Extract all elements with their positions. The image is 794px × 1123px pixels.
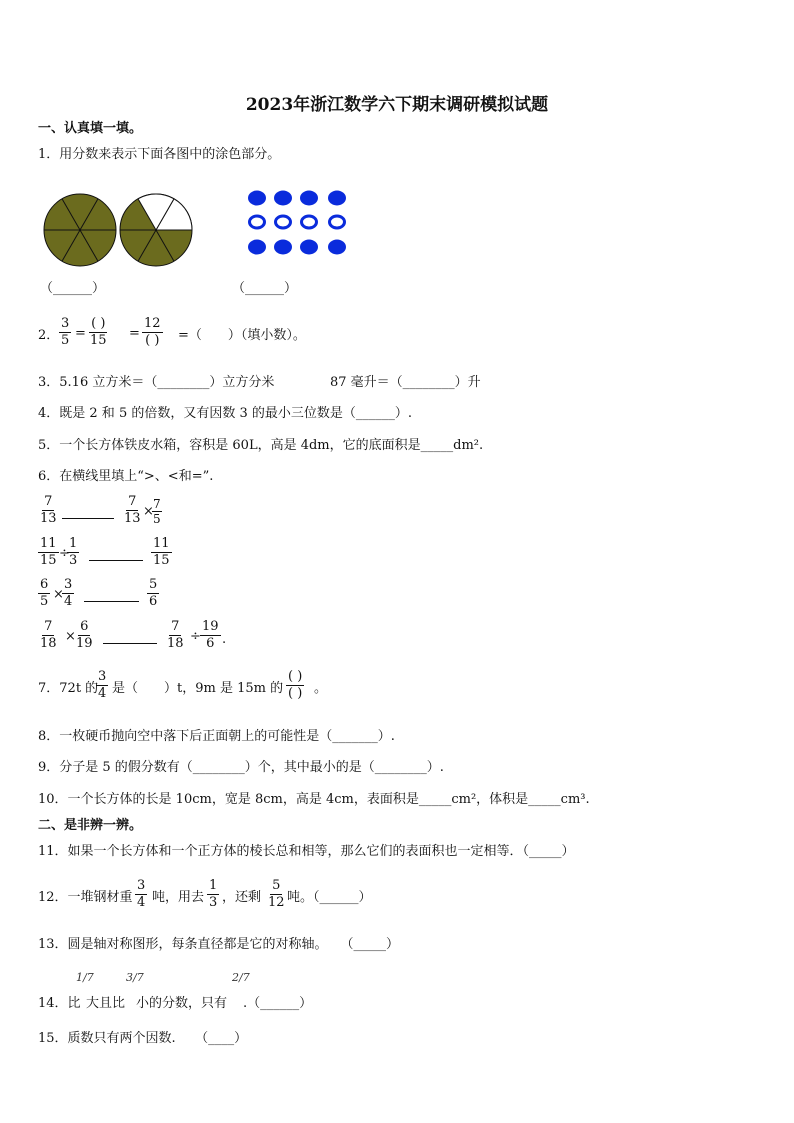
denominator: 4 xyxy=(64,594,73,609)
question-4: 4．既是 2 和 5 的倍数，又有因数 3 的最小三位数是（______）. xyxy=(38,406,413,421)
divide-sign: ÷ xyxy=(59,546,70,561)
question-3: 3．5.16 立方米＝（________）立方分米 xyxy=(38,375,275,390)
denominator: 18 xyxy=(40,636,57,651)
denominator: 3 xyxy=(69,553,78,568)
section-heading-1: 一、认真填一填。 xyxy=(38,121,143,136)
denominator: 4 xyxy=(98,686,107,701)
fraction-3-4 xyxy=(62,577,74,610)
question-14-part4: .（______） xyxy=(243,996,313,1011)
denominator: 15 xyxy=(153,553,170,568)
fraction-6-19 xyxy=(74,619,95,652)
times-sign: × xyxy=(53,587,64,602)
denominator: 13 xyxy=(40,511,57,526)
numerator: 3 xyxy=(137,878,146,893)
circle-figure-partial xyxy=(118,192,194,268)
question-11: 11．如果一个长方体和一个正方体的棱长总和相等，那么它们的表面积也一定相等．（_____） xyxy=(38,844,575,859)
fraction-blank-15 xyxy=(88,316,109,349)
times-sign: × xyxy=(143,504,154,519)
denominator: 15 xyxy=(40,553,57,568)
answer-blank-1a[interactable]: （______） xyxy=(40,281,106,296)
fraction-19-6 xyxy=(200,619,221,652)
denominator: 18 xyxy=(167,636,184,651)
numerator: 7 xyxy=(171,619,180,634)
fraction-1-3 xyxy=(207,878,219,911)
numerator: 3 xyxy=(61,316,70,331)
question-2-tail: =（ ）（填小数）。 xyxy=(178,328,306,343)
question-8: 8．一枚硬币抛向空中落下后正面朝上的可能性是（_______）. xyxy=(38,729,395,744)
fraction-7-18 xyxy=(38,619,59,652)
denominator: 6 xyxy=(206,636,215,651)
fraction-1-3 xyxy=(67,536,79,569)
numerator: 1 xyxy=(209,878,218,893)
fraction-7-18 xyxy=(165,619,186,652)
denominator: 15 xyxy=(90,333,107,348)
denominator: 12 xyxy=(268,895,285,910)
numerator: 3 xyxy=(64,577,73,592)
numerator: 7 xyxy=(44,494,53,509)
numerator: 3 xyxy=(98,669,107,684)
fraction-6-5 xyxy=(38,577,50,610)
compare-blank-4[interactable] xyxy=(103,643,157,644)
numerator: 1 xyxy=(69,536,78,551)
question-7-part3: 。 xyxy=(314,681,328,696)
circle-figure-full xyxy=(42,192,118,268)
question-7-part1: 7．72t 的 xyxy=(38,681,99,696)
fraction-5-6 xyxy=(147,577,159,610)
dot-figure xyxy=(245,188,355,258)
divide-sign: ÷ xyxy=(190,629,201,644)
numerator: 5 xyxy=(272,878,281,893)
fraction-11-15 xyxy=(38,536,59,569)
question-14-part1: 14．比 xyxy=(38,996,81,1011)
numerator: 7 xyxy=(153,497,161,511)
compare-blank-1[interactable] xyxy=(62,518,114,519)
question-14-part2: 大且比 xyxy=(86,996,126,1011)
fraction-11-15 xyxy=(151,536,172,569)
compare-blank-3[interactable] xyxy=(84,601,139,602)
equals-sign: = xyxy=(129,326,140,341)
section-heading-2: 二、是非辨一辨。 xyxy=(38,818,143,833)
denominator: 6 xyxy=(149,594,158,609)
question-2-number: 2． xyxy=(38,328,60,343)
numerator: 6 xyxy=(40,577,49,592)
numerator: 12 xyxy=(144,316,161,331)
numerator-blank[interactable]: ( ) xyxy=(288,669,303,684)
fraction-blank[interactable] xyxy=(286,669,304,702)
numerator-blank[interactable]: ( ) xyxy=(91,316,106,331)
numerator: 11 xyxy=(153,536,170,551)
fraction-3-4 xyxy=(96,669,108,702)
answer-blank-1b[interactable]: （______） xyxy=(232,281,298,296)
question-10: 10．一个长方体的长是 10cm，宽是 8cm，高是 4cm，表面积是_____cm²，体积是_____cm³. xyxy=(38,792,590,807)
fraction-7-13 xyxy=(122,494,143,527)
denominator: 5 xyxy=(61,333,70,348)
period: . xyxy=(222,632,227,647)
fraction-3-5 xyxy=(59,316,71,349)
question-5: 5．一个长方体铁皮水箱，容积是 60L，高是 4dm，它的底面积是_____dm². xyxy=(38,438,484,453)
numerator: 11 xyxy=(40,536,57,551)
page-title: 2023年浙江数学六下期末调研模拟试题 xyxy=(245,95,549,115)
numerator: 6 xyxy=(80,619,89,634)
question-13: 13．圆是轴对称图形，每条直径都是它的对称轴。 （_____） xyxy=(38,937,400,952)
question-12-part3: ，还剩 xyxy=(222,890,262,905)
fraction-3-4 xyxy=(135,878,147,911)
question-14-part3: 小的分数，只有 xyxy=(136,996,228,1011)
fraction-12-blank xyxy=(142,316,163,349)
numerator: 7 xyxy=(44,619,53,634)
fraction-5-12 xyxy=(266,878,287,911)
denominator: 13 xyxy=(124,511,141,526)
numerator: 19 xyxy=(202,619,219,634)
question-7-part2: 是（ ）t，9m 是 15m 的 xyxy=(112,681,284,696)
denominator: 19 xyxy=(76,636,93,651)
equals-sign: = xyxy=(75,326,86,341)
compare-blank-2[interactable] xyxy=(89,560,143,561)
question-12-part2: 吨，用去 xyxy=(152,890,205,905)
tilted-fraction-2-7: 2/7 xyxy=(232,971,250,984)
question-12-part1: 12．一堆钢材重 xyxy=(38,890,133,905)
denominator: 5 xyxy=(153,512,161,526)
denominator: 3 xyxy=(209,895,218,910)
numerator: 7 xyxy=(128,494,137,509)
times-sign: × xyxy=(65,629,76,644)
fraction-7-13 xyxy=(38,494,59,527)
tilted-fraction-1-7: 1/7 xyxy=(76,971,94,984)
question-15: 15．质数只有两个因数. （____） xyxy=(38,1031,248,1046)
denominator: 5 xyxy=(40,594,49,609)
question-3-part2: 87 毫升＝（________）升 xyxy=(330,375,481,390)
tilted-fraction-3-7: 3/7 xyxy=(126,971,144,984)
denominator-blank[interactable]: ( ) xyxy=(145,333,160,348)
numerator: 5 xyxy=(149,577,158,592)
denominator: 4 xyxy=(137,895,146,910)
question-6: 6．在横线里填上“>、<和=”. xyxy=(38,469,214,484)
fraction-7-5 xyxy=(152,497,162,526)
question-9: 9．分子是 5 的假分数有（________）个，其中最小的是（________）. xyxy=(38,760,444,775)
denominator-blank[interactable]: ( ) xyxy=(288,686,303,701)
question-12-part4: 吨。（______） xyxy=(287,890,372,905)
question-1: 1．用分数来表示下面各图中的涂色部分。 xyxy=(38,147,281,162)
